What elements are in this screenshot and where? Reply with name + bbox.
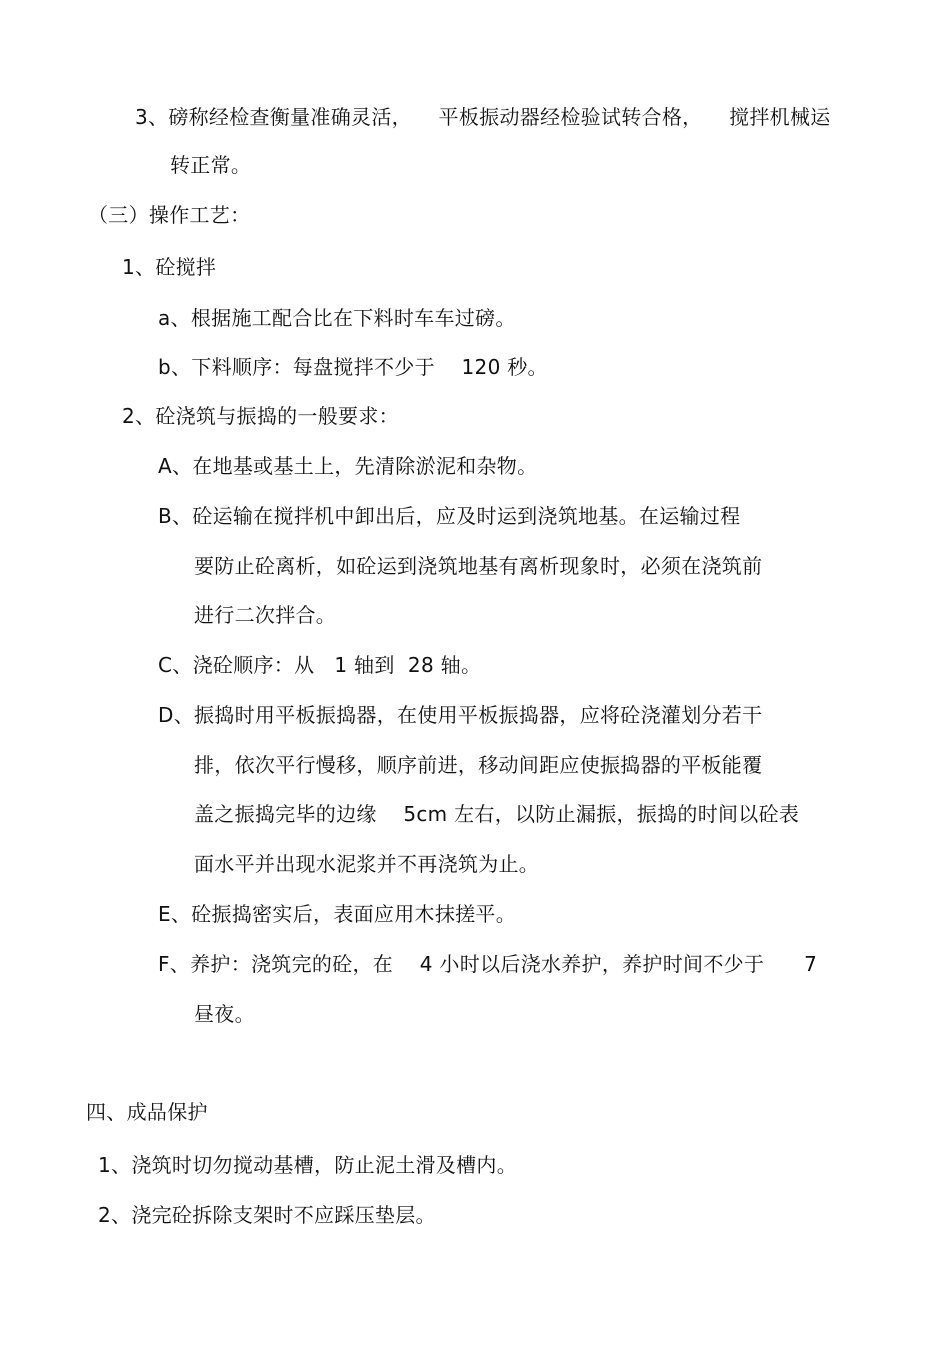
item-E: E、砼振捣密实后，表面应用木抹搓平。 <box>158 902 517 926</box>
item-3-line-2: 转正常。 <box>170 153 252 177</box>
item-3-line-1: 3、磅称经检查衡量准确灵活， 平板振动器经检验试转合格， 搅拌机械运 <box>135 105 831 129</box>
section-heading-finished-product-protection: 四、成品保护 <box>86 1100 208 1124</box>
item-a: a、根据施工配合比在下料时车车过磅。 <box>158 306 516 330</box>
subheading-concrete-mixing: 1、砼搅拌 <box>122 255 217 279</box>
protection-item-1: 1、浇筑时切勿搅动基槽，防止泥土滑及槽内。 <box>98 1153 518 1177</box>
item-F-line-1: F、养护：浇筑完的砼，在 4 小时以后浇水养护，养护时间不少于 7 <box>158 952 818 976</box>
item-D-line-4: 面水平并出现水泥浆并不再浇筑为止。 <box>194 852 540 876</box>
item-B-line-3: 进行二次拌合。 <box>194 603 337 627</box>
item-C: C、浇砼顺序：从 1 轴到 28 轴。 <box>158 653 482 677</box>
item-D-line-1: D、振捣时用平板振捣器，在使用平板振捣器，应将砼浇灌划分若干 <box>158 703 763 727</box>
item-D-line-3: 盖之振捣完毕的边缘 5cm 左右，以防止漏振，振捣的时间以砼表 <box>194 802 800 826</box>
item-D-line-2: 排，依次平行慢移，顺序前进，移动间距应使振捣器的平板能覆 <box>194 753 763 777</box>
item-b: b、下料顺序：每盘搅拌不少于 120 秒。 <box>158 355 548 379</box>
item-B-line-2: 要防止砼离析，如砼运到浇筑地基有离析现象时，必须在浇筑前 <box>194 554 763 578</box>
subheading-pouring-requirements: 2、砼浇筑与振捣的一般要求： <box>122 404 399 428</box>
item-B-line-1: B、砼运输在搅拌机中卸出后，应及时运到浇筑地基。在运输过程 <box>158 504 741 528</box>
protection-item-2: 2、浇完砼拆除支架时不应踩压垫层。 <box>98 1203 436 1227</box>
section-heading-operation-process: （三）操作工艺： <box>88 203 251 227</box>
item-F-line-2: 昼夜。 <box>194 1002 255 1026</box>
item-A: A、在地基或基土上，先清除淤泥和杂物。 <box>158 454 538 478</box>
